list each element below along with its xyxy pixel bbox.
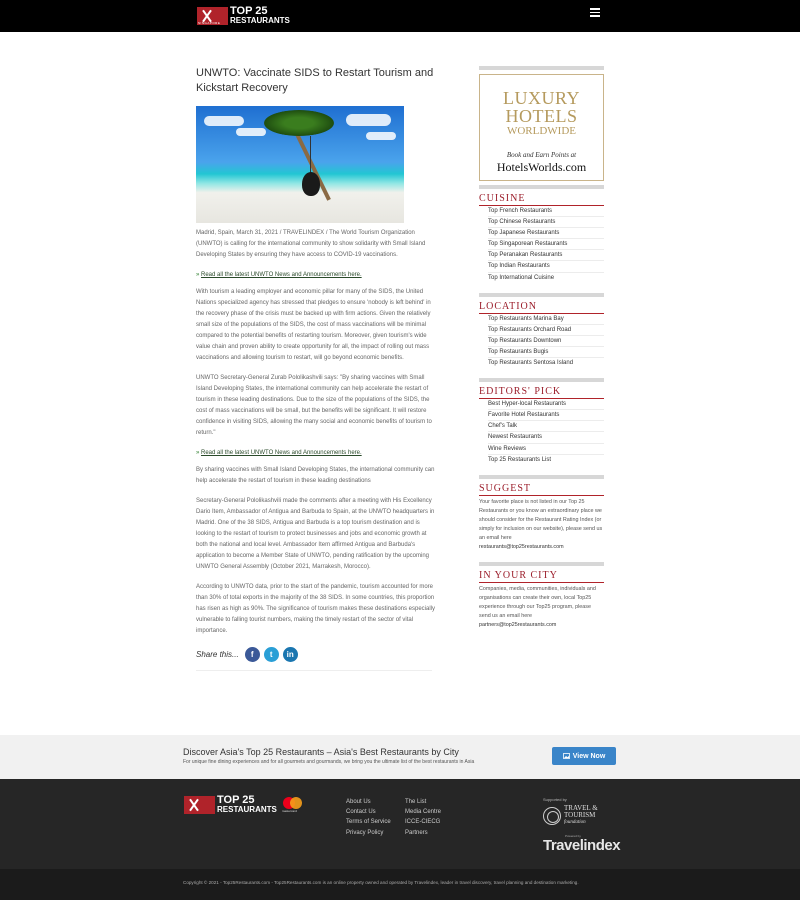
sidebar-divider	[479, 475, 604, 479]
sidebar	[479, 66, 604, 630]
read-more-line	[196, 450, 436, 456]
article-hero-image	[196, 106, 404, 223]
tt-foundation: foundation	[564, 820, 586, 825]
hamburger-menu-icon[interactable]	[590, 8, 600, 17]
footer-logo-text	[217, 796, 277, 814]
suggest-section	[479, 483, 604, 552]
copyright-bar	[0, 869, 800, 900]
discover-title: Discover Asia's Top 25 Restaurants – Asia's Best Restaurants by City	[183, 747, 459, 757]
travelindex-logo[interactable]: Travelindex	[543, 837, 621, 854]
read-more-line	[196, 272, 436, 278]
logo-line-1: TOP 25	[230, 5, 268, 17]
footer-link-icce[interactable]: ICCE-CIECG	[405, 819, 441, 826]
discover-banner	[0, 735, 800, 779]
site-logo[interactable]	[197, 6, 290, 26]
article-title: UNWTO: Vaccinate SIDS to Restart Tourism and Kickstart Recovery	[196, 67, 434, 94]
footer-link-media[interactable]: Media Centre	[405, 809, 442, 816]
footer-links-col-2	[405, 797, 441, 838]
ad-luxury: LUXURY	[502, 88, 580, 108]
footer-links-col-1	[346, 797, 391, 838]
sidebar-item-location[interactable]: Top Restaurants Downtown	[488, 336, 604, 347]
mastercard-icon	[283, 797, 303, 813]
ad-brand: HotelsWorlds.com	[496, 160, 587, 174]
discover-subtitle: For unique fine dining experiences and for all gourmets and gourmands, we bring you the ultimate list of the best restaurants in Asia	[183, 759, 475, 765]
cuisine-title: CUISINE	[479, 193, 604, 206]
location-section	[479, 301, 604, 368]
editors-section	[479, 386, 604, 465]
tt-travel: TRAVEL &	[564, 804, 598, 812]
location-title: LOCATION	[479, 301, 604, 314]
share-label: Share this...	[196, 650, 239, 659]
read-more-link[interactable]: Read all the latest UNWTO News and Announcements here.	[201, 450, 362, 456]
city-text: Companies, media, communities, individuals and organisations can create their own, local Top25 experience through our Top25 program, please send us an email here	[479, 585, 596, 619]
sidebar-divider	[479, 185, 604, 189]
ad-hotels: HOTELS	[505, 106, 578, 126]
ad-book-text: Book and Earn Points at	[506, 151, 577, 159]
copyright-text: Copyright © 2021 - Top25Restaurants.com - Top25Restaurants.com is an online property owned and operated by Travelindex, leader in travel discovery, travel planning and destination marketing.	[183, 880, 579, 885]
divider	[196, 670, 432, 671]
sidebar-divider	[479, 378, 604, 382]
view-now-button[interactable]	[552, 747, 616, 765]
tt-tourism: TOURISM	[564, 811, 596, 819]
logo-text	[230, 7, 290, 25]
footer-link-partners[interactable]: Partners	[405, 829, 428, 836]
footer-logo[interactable]	[184, 796, 303, 814]
sidebar-item-editors[interactable]: Best Hyper-local Restaurants	[488, 399, 604, 410]
article	[196, 66, 436, 671]
article-paragraph: According to UNWTO data, prior to the start of the pandemic, tourism accounted for more than 30% of total exports in the majority of the 38 SIDS. In some countries, this proportion has risen as high as 90%. The significance of tourism makes these destinations especially vulnerable to falling tourist numbers, making the timely restart of the sector of vital importance.	[196, 584, 436, 634]
sidebar-item-location[interactable]: Top Restaurants Marina Bay	[488, 314, 604, 325]
sidebar-item-location[interactable]: Top Restaurants Sentosa Island	[488, 360, 574, 367]
footer-link-privacy[interactable]: Privacy Policy	[346, 829, 384, 836]
facebook-icon[interactable]: f	[245, 647, 260, 662]
cuisine-section	[479, 193, 604, 283]
footer-link-contact[interactable]: Contact Us	[346, 809, 376, 816]
suggest-text: Your favorite place is not listed in our Top 25 Restaurants or you know an extraordinary place we should consider for the Restaurant Rating Index (or simply for inclusion on our website), please send us an email here	[479, 498, 603, 541]
city-title: IN YOUR CITY	[479, 570, 604, 583]
top-navbar	[0, 0, 800, 32]
sidebar-item-cuisine[interactable]: Top Peranakan Restaurants	[488, 250, 604, 261]
logo-line-2: RESTAURANTS	[230, 16, 290, 25]
sidebar-item-cuisine[interactable]: Top Japanese Restaurants	[488, 228, 604, 239]
article-paragraph: By sharing vaccines with Small Island Developing States, the international community can help accelerate the restart of tourism in these leading destinations	[196, 467, 435, 484]
sidebar-item-cuisine[interactable]: Top Chinese Restaurants	[488, 217, 604, 228]
sidebar-item-location[interactable]: Top Restaurants Bugis	[488, 347, 604, 358]
article-paragraph: Madrid, Spain, March 31, 2021 / TRAVELINDEX / The World Tourism Organization (UNWTO) is calling for the international community to show solidarity with Small Island Developing States by ensuring they have access to COVID-19 vaccinations.	[196, 230, 426, 258]
powered-by-label: Powered by	[565, 834, 581, 838]
sidebar-item-cuisine[interactable]: Top Singaporean Restaurants	[488, 239, 604, 250]
footer-link-about[interactable]: About Us	[346, 799, 371, 805]
sidebar-divider	[479, 293, 604, 297]
supported-by-label: Supported by	[543, 797, 567, 802]
footer-logo-line-1: TOP 25	[217, 794, 255, 806]
suggest-email-link[interactable]: restaurants@top25restaurants.com	[479, 543, 564, 550]
article-paragraph: UNWTO Secretary-General Zurab Pololikashvili says: "By sharing vaccines with Small Island Developing States, the international community can help accelerate the restart of tourism in these leading destinations. Due to the size of the populations of the SIDS, the cost of mass vaccinations will be small, but the benefits will be significant. It will restore confidence in visiting SIDS, allowing the many social and economic benefits of tourism to return."	[196, 375, 432, 436]
article-paragraph: Secretary-General Pololikashvili made the comments after a meeting with His Excellency Dario Item, Ambassador of Antigua and Barbuda to Spain, at the UNWTO headquarters in Madrid. One of the 38 SIDS, Antigua and Barbuda is a top tourism destination and is looking to the restart of tourism to protect businesses and jobs and economic growth at both the national and local level. Ambassador Item affirmed Antigua and Barbuda's application to become a Member State of UNWTO, pending ratification by the upcoming UNWTO General Assembly (October 2021, Marrakesh, Morocco).	[196, 498, 435, 570]
view-now-label: View Now	[572, 752, 606, 760]
sidebar-item-location[interactable]: Top Restaurants Orchard Road	[488, 325, 604, 336]
sidebar-divider	[479, 66, 604, 70]
hotels-worldwide-ad[interactable]	[479, 74, 604, 181]
ad-worldwide: WORLDWIDE	[506, 125, 577, 137]
footer	[0, 779, 800, 869]
read-more-link[interactable]: Read all the latest UNWTO News and Announcements here.	[201, 272, 362, 278]
footer-logo-line-2: RESTAURANTS	[217, 805, 277, 814]
twitter-icon[interactable]: t	[264, 647, 279, 662]
bullet-glyph: »	[196, 272, 200, 278]
logo-mark-icon	[197, 7, 228, 25]
globe-icon	[543, 807, 561, 825]
swing-icon	[302, 172, 320, 196]
sidebar-item-cuisine[interactable]: Top French Restaurants	[488, 206, 604, 217]
linkedin-icon[interactable]: in	[283, 647, 298, 662]
sidebar-item-cuisine[interactable]: Top International Cuisine	[488, 274, 555, 281]
sidebar-item-cuisine[interactable]: Top Indian Restaurants	[488, 261, 604, 272]
sidebar-divider	[479, 562, 604, 566]
bullet-glyph: »	[196, 450, 200, 456]
sidebar-item-editors[interactable]: Newest Restaurants	[488, 432, 604, 443]
sidebar-item-editors[interactable]: Chef's Talk	[488, 421, 604, 432]
sidebar-item-editors[interactable]: Top 25 Restaurants List	[488, 456, 552, 463]
suggest-title: SUGGEST	[479, 483, 604, 496]
sidebar-item-editors[interactable]: Wine Reviews	[488, 444, 604, 455]
footer-link-terms[interactable]: Terms of Service	[346, 819, 391, 826]
article-paragraph: With tourism a leading employer and economic pillar for many of the SIDS, the United Nations specialized agency has stressed that pledges to ensure 'nobody is left behind' in the recovery phase of the crisis must be backed up with firm actions. Given the relatively small size of the populations of the SIDS, the cost of mass vaccinations will be minimal compared to the potential benefits of restarting tourism. Moreover, given tourism's wide value chain and proven ability to create opportunity for all, the impact of rolling out mass vaccinations and allowing tourism to restart, will go beyond economic benefits.	[196, 289, 431, 361]
footer-link-list[interactable]: The List	[405, 799, 427, 805]
editors-title: EDITORS' PICK	[479, 386, 604, 399]
footer-logo-mark-icon	[184, 796, 215, 814]
travel-tourism-foundation-logo[interactable]	[543, 805, 598, 826]
sidebar-item-editors[interactable]: Favorite Hotel Restaurants	[488, 410, 604, 421]
logo-subtitle: SINGAPORE	[198, 21, 221, 25]
share-bar	[196, 647, 436, 662]
city-email-link[interactable]: partners@top25restaurants.com	[479, 621, 557, 628]
mastercard-label: mastercard	[281, 809, 297, 813]
image-icon	[563, 753, 570, 759]
city-section	[479, 570, 604, 630]
